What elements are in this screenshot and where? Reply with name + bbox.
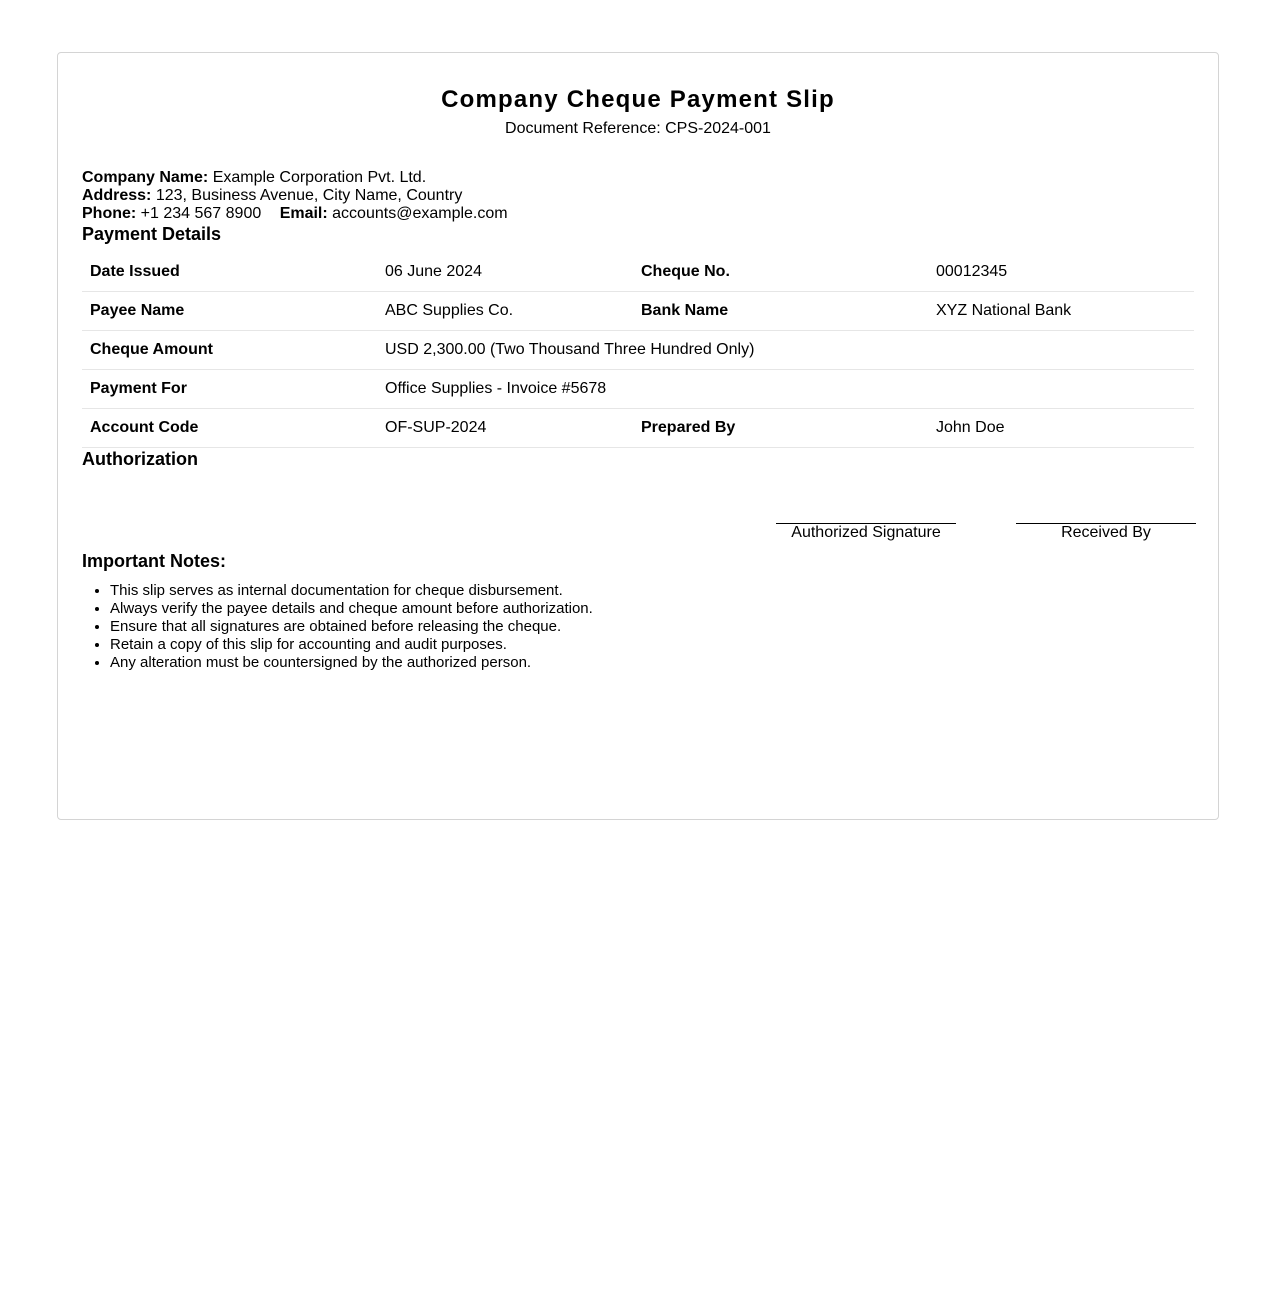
field-label: Cheque Amount: [82, 331, 377, 370]
payment-slip: [57, 52, 1219, 820]
email-value: accounts@example.com: [332, 205, 508, 222]
field-label: Payment For: [82, 370, 377, 409]
page-title: Company Cheque Payment Slip: [441, 86, 835, 113]
field-label: Bank Name: [633, 292, 928, 331]
company-name-label: Company Name:: [82, 169, 209, 186]
important-notes-heading: Important Notes:: [82, 551, 226, 571]
field-label: Date Issued: [82, 253, 377, 292]
field-value: USD 2,300.00 (Two Thousand Three Hundred Only): [377, 331, 1194, 370]
phone-label: Phone:: [82, 205, 137, 222]
list-item: • Always verify the payee details and cheque amount before authorization.: [110, 600, 1194, 618]
field-label: Prepared By: [633, 409, 928, 448]
address-value: 123, Business Avenue, City Name, Country: [155, 187, 463, 204]
authorization-heading: Authorization: [82, 449, 198, 469]
table-row: [82, 253, 1194, 292]
field-label: Account Code: [82, 409, 377, 448]
list-item: • Ensure that all signatures are obtained before releasing the cheque.: [110, 618, 1194, 636]
field-value: Office Supplies - Invoice #5678: [377, 370, 1194, 409]
table-row: [82, 331, 1194, 370]
list-item: • Retain a copy of this slip for accounting and audit purposes.: [110, 636, 1194, 654]
field-value: 00012345: [928, 253, 1194, 292]
company-name-line: [82, 169, 1194, 187]
field-label: Cheque No.: [633, 253, 928, 292]
company-info: [82, 169, 1194, 223]
field-value: 06 June 2024: [377, 253, 633, 292]
payment-details-table: [82, 253, 1194, 448]
table-row: [82, 409, 1194, 448]
address-line: [82, 187, 1194, 205]
signature-area: [82, 470, 1194, 550]
payment-details-heading: Payment Details: [82, 224, 222, 244]
document-reference: Document Reference: CPS-2024-001: [505, 120, 771, 137]
company-name: Example Corporation Pvt. Ltd.: [212, 169, 427, 186]
authorized-signature-line: Authorized Signature: [776, 523, 956, 542]
list-item: • This slip serves as internal documentation for cheque disbursement.: [110, 582, 1194, 600]
field-value: John Doe: [928, 409, 1194, 448]
field-value: OF-SUP-2024: [377, 409, 633, 448]
list-item: • Any alteration must be countersigned by the authorized person.: [110, 654, 1194, 672]
field-value: ABC Supplies Co.: [377, 292, 633, 331]
table-row: [82, 370, 1194, 409]
address-label: Address:: [82, 187, 152, 204]
notes-list: [82, 582, 1194, 672]
field-value: XYZ National Bank: [928, 292, 1194, 331]
field-label: Payee Name: [82, 292, 377, 331]
contact-line: [82, 205, 1194, 223]
received-by-line: Received By: [1016, 523, 1196, 542]
phone-value: +1 234 567 8900: [140, 205, 262, 222]
email-label: Email:: [279, 205, 328, 222]
table-row: [82, 292, 1194, 331]
